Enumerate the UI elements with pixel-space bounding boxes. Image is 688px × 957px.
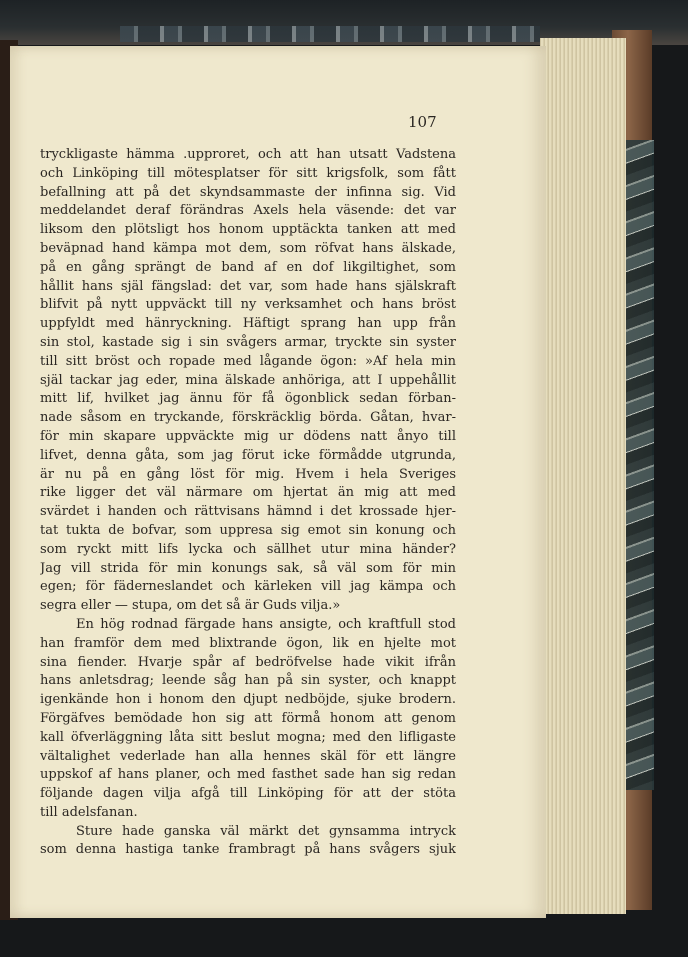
text-line: för min skapare uppväckte mig ur dödens natt ånyo till: [40, 428, 456, 444]
text-line: igenkände hon i honom den djupt nedböjde, sjuke brodern.: [40, 692, 456, 708]
text-line: meddelandet deraf förändras Axels hela väsende: det var: [40, 203, 456, 219]
text-line: liksom den plötsligt hos honom upptäckta tanken att med: [40, 222, 456, 238]
page-number: 107: [408, 113, 437, 131]
page-block-edges: [540, 38, 626, 914]
text-line: nade såsom en tryckande, förskräcklig börda. Gåtan, hvar-: [40, 410, 456, 426]
text-line: hans anletsdrag; leende såg han på sin syster, och knappt: [40, 673, 456, 689]
text-line: vältalighet vederlade han alla hennes skäl för ett längre: [40, 748, 456, 764]
text-line: sina fiender. Hvarje spår af bedröfvelse hade vikit ifrån: [40, 654, 456, 670]
page-text: [40, 146, 456, 860]
text-line: och Linköping till mötesplatser för sitt krigsfolk, som fått: [40, 165, 456, 181]
text-line: kall öfverläggning låta sitt beslut mogna; med den lifligaste: [40, 729, 456, 745]
text-line: uppskof af hans planer, och med fasthet sade han sig redan: [40, 767, 456, 783]
text-line: tryckligaste hämma .upproret, och att han utsatt Vadstena: [40, 147, 456, 162]
text-line: följande dagen vilja afgå till Linköping för att der stöta: [40, 786, 456, 802]
text-line: uppfyldt med hänryckning. Häftigt sprang han upp från: [40, 316, 456, 332]
text-line: lifvet, denna gåta, som jag förut icke förmådde utgrunda,: [40, 447, 456, 463]
text-line: som denna hastiga tanke frambragt på hans svågers sjuk: [40, 842, 456, 858]
text-line: Förgäfves bemödade hon sig att förmå honom att genom: [40, 710, 456, 726]
text-line: Sture hade ganska väl märkt det gynsamma intryck: [76, 823, 456, 839]
text-line: sin stol, kastade sig i sin svågers armar, tryckte sin syster: [40, 334, 456, 350]
text-line: själ tackar jag eder, mina älskade anhöriga, att I uppehållit: [40, 372, 456, 388]
text-line: är nu på en gång löst för mig. Hvem i hela Sveriges: [40, 466, 456, 482]
text-line: Jag vill strida för min konungs sak, så väl som för min: [40, 560, 456, 576]
text-line: rike ligger det väl närmare om hjertat än mig att med: [40, 485, 456, 501]
text-line: En hög rodnad färgade hans ansigte, och kraftfull stod: [76, 616, 456, 632]
text-line: blifvit på nytt uppväckt till ny verksamhet och hans bröst: [40, 297, 456, 313]
text-line: beväpnad hand kämpa mot dem, som röfvat hans älskade,: [40, 240, 456, 256]
text-line: han framför dem med blixtrande ögon, lik en hjelte mot: [40, 635, 456, 651]
text-line: hållit hans själ fängslad: det var, som hade hans själskraft: [40, 278, 456, 294]
marbled-cover: [624, 140, 654, 790]
text-line: till sitt bröst och ropade med lågande ögon: »Af hela min: [40, 353, 456, 369]
text-line: befallning att på det skyndsammaste der infinna sig. Vid: [40, 184, 456, 200]
text-line: svärdet i handen och rättvisans hämnd i det krossade hjer-: [40, 504, 456, 520]
text-line: mitt lif, hvilket jag ännu för få ögonblick sedan förban-: [40, 391, 456, 407]
text-line: egen; för fäderneslandet och kärleken vill jag kämpa och: [40, 579, 456, 595]
text-line: till adelsfanan.: [40, 804, 138, 820]
cover-pattern: [120, 26, 540, 42]
text-line: segra eller — stupa, om det så är Guds vilja.»: [40, 598, 341, 614]
text-line: på en gång sprängt de band af en dof likgiltighet, som: [40, 259, 456, 275]
text-line: som ryckt mitt lifs lycka och sällhet utur mina händer?: [40, 541, 456, 557]
text-line: tat tukta de bofvar, som uppresa sig emot sin konung och: [40, 522, 456, 538]
